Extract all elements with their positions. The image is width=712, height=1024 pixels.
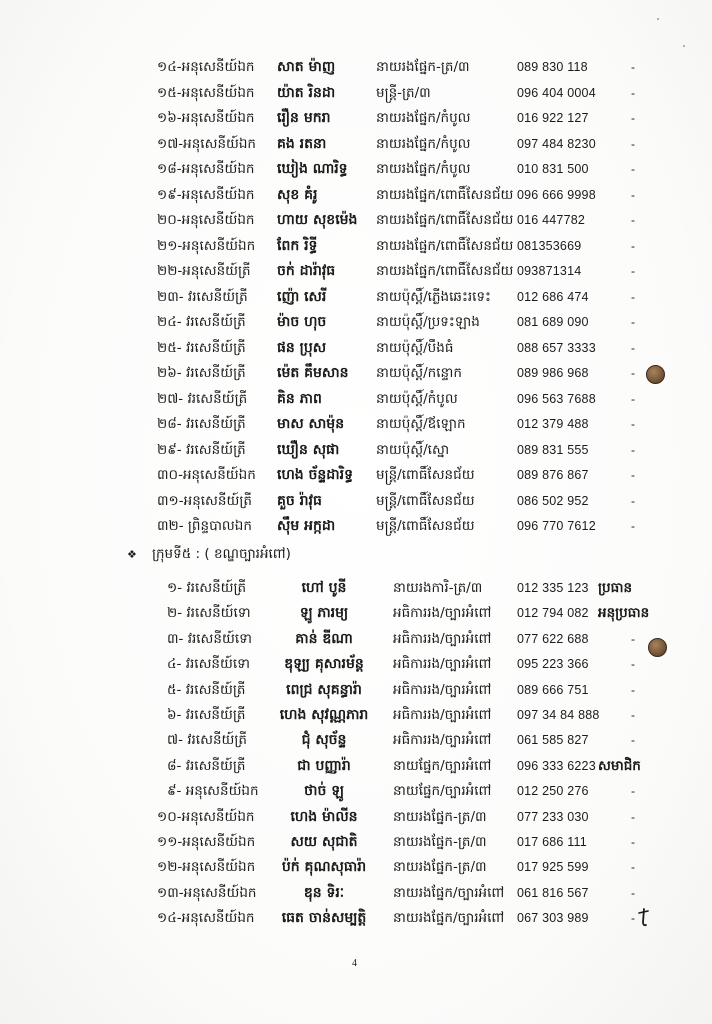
rank-cell: ១៩-អនុសេនីយ៍ឯក bbox=[157, 186, 255, 203]
personnel-row bbox=[0, 336, 712, 362]
phone-cell: 017 925 599 bbox=[517, 860, 589, 875]
personnel-row bbox=[0, 652, 712, 677]
phone-cell: 096 404 0004 bbox=[517, 85, 596, 100]
position-cell: នាយប៉ុស្តិ៍/ប្រទះឡាង bbox=[376, 314, 480, 330]
phone-cell: 067 303 989 bbox=[517, 911, 589, 926]
name-cell: ឌុន ទិរៈ bbox=[303, 884, 345, 901]
personnel-row bbox=[0, 183, 712, 209]
name-cell: ឃៀង ណារិទ្ធ bbox=[277, 161, 348, 177]
personnel-row bbox=[0, 106, 712, 132]
phone-cell: 097 484 8230 bbox=[517, 136, 596, 151]
phone-cell: 012 250 276 bbox=[517, 784, 589, 799]
role-cell: - bbox=[631, 85, 635, 100]
personnel-row bbox=[0, 779, 712, 804]
phone-cell: 012 686 474 bbox=[517, 289, 589, 304]
role-cell: - bbox=[631, 911, 635, 926]
rank-cell: ៤- វរសេនីយ៍ទោ bbox=[167, 656, 250, 673]
rank-cell: ១៣-អនុសេនីយ៍ឯក bbox=[157, 884, 257, 901]
position-cell: នាយប៉ុស្តិ៍/បឹងធំ bbox=[376, 339, 454, 356]
name-cell: គួច រ៉ាវុធ bbox=[277, 492, 322, 509]
position-cell: នាយរងផ្នែក/កំបូល bbox=[376, 110, 471, 126]
name-cell: សុខ គំរូ bbox=[277, 186, 318, 203]
name-cell: ចក់ ដារ៉ាវុធ bbox=[277, 263, 336, 279]
rank-cell: ២៤- វរសេនីយ៍ត្រី bbox=[157, 314, 246, 330]
phone-cell: 086 502 952 bbox=[517, 493, 589, 508]
scan-speck bbox=[657, 18, 659, 20]
name-cell: មាស សាម៉ុន bbox=[277, 416, 345, 432]
personnel-row bbox=[0, 514, 712, 540]
rank-cell: ១៦-អនុសេនីយ៍ឯក bbox=[157, 110, 255, 126]
name-cell: រឿន មករា bbox=[277, 110, 331, 126]
rank-cell: ៩- អនុសេនីយ៍ឯក bbox=[167, 783, 259, 800]
role-cell: សមាជិក bbox=[598, 757, 641, 774]
position-cell: អធិការរង/ច្បារអំពៅ bbox=[393, 732, 492, 749]
name-cell: ម៉េត គឹមសាន bbox=[277, 365, 349, 381]
rank-cell: ២៧- វរសេនីយ៍ត្រី bbox=[157, 390, 248, 407]
role-cell: - bbox=[631, 733, 635, 748]
role-cell: - bbox=[631, 136, 635, 151]
name-cell: ធេត ចាន់សម្បត្តិ bbox=[281, 910, 367, 927]
role-cell: ប្រធាន bbox=[598, 580, 633, 596]
phone-cell: 097 34 84 888 bbox=[517, 707, 600, 722]
phone-cell: 017 686 111 bbox=[517, 834, 587, 849]
rank-cell: ១- វរសេនីយ៍ត្រី bbox=[167, 580, 247, 596]
personnel-row bbox=[0, 412, 712, 438]
phone-cell: 061 585 827 bbox=[517, 733, 589, 748]
personnel-row bbox=[0, 259, 712, 285]
group-title: ក្រុមទី៥ : ( ខណ្ឌច្បារអំពៅ) bbox=[151, 546, 291, 562]
personnel-row bbox=[0, 703, 712, 728]
rank-cell: ២៦- វរសេនីយ៍ត្រី bbox=[157, 365, 246, 381]
punch-hole-mark bbox=[646, 365, 665, 384]
personnel-row bbox=[0, 728, 712, 753]
personnel-row bbox=[0, 627, 712, 652]
personnel-row bbox=[0, 754, 712, 779]
phone-cell: 096 770 7612 bbox=[517, 519, 596, 533]
rank-cell: ១៤-អនុសេនីយ៍ឯក bbox=[157, 910, 255, 927]
role-cell: - bbox=[631, 493, 635, 508]
role-cell: - bbox=[631, 238, 635, 253]
phone-cell: 089 830 118 bbox=[517, 60, 588, 74]
handwritten-mark-icon bbox=[637, 908, 649, 928]
rank-cell: ៣០-អនុសេនីយ៍ឯក bbox=[157, 467, 256, 483]
rank-cell: ៨- វរសេនីយ៍ត្រី bbox=[167, 757, 246, 774]
position-cell: មន្ត្រី/ពោធិ៍សែនជ័យ bbox=[376, 467, 475, 483]
role-cell: - bbox=[631, 340, 635, 355]
personnel-row bbox=[0, 285, 712, 311]
rank-cell: ២៩- វរសេនីយ៍ត្រី bbox=[157, 441, 246, 458]
role-cell: - bbox=[631, 468, 635, 482]
position-cell: នាយរងផ្នែក/ពោធិ៍សែនជ័យ bbox=[376, 186, 514, 203]
rank-cell: ១៨-អនុសេនីយ៍ឯក bbox=[157, 161, 255, 177]
name-cell: គិន ភាព bbox=[277, 390, 322, 407]
name-cell: សាត ម៉ាញ bbox=[277, 59, 336, 75]
role-cell: - bbox=[631, 315, 635, 329]
name-cell: ញ៉ោ សេរី bbox=[277, 288, 327, 305]
name-cell: យ៉ាត រិនដា bbox=[277, 84, 336, 101]
rank-cell: ១១-អនុសេនីយ៍ឯក bbox=[157, 833, 256, 850]
position-cell: នាយរងផ្នែក-ត្រ/៣ bbox=[393, 808, 487, 825]
role-cell: - bbox=[631, 264, 635, 278]
position-cell: អធិការរង/ច្បារអំពៅ bbox=[393, 605, 492, 622]
position-cell: នាយរងផ្នែក/ពោធិ៍សែនជ័យ bbox=[376, 263, 514, 279]
scan-speck bbox=[683, 45, 685, 47]
phone-cell: 061 816 567 bbox=[517, 885, 589, 900]
personnel-row bbox=[0, 855, 712, 880]
role-cell: អនុប្រធាន bbox=[598, 605, 650, 622]
personnel-row bbox=[0, 805, 712, 830]
role-cell: - bbox=[631, 162, 635, 176]
rank-cell: ១៥-អនុសេនីយ៍ឯក bbox=[157, 84, 255, 101]
role-cell: - bbox=[631, 860, 635, 875]
name-cell: ជុំ សុច័ន្ទ bbox=[301, 732, 347, 749]
rank-cell: ៣- វរសេនីយ៍ទោ bbox=[167, 630, 252, 647]
name-cell: ពែក រិទ្ធី bbox=[277, 237, 318, 254]
group-heading bbox=[127, 540, 291, 566]
name-cell: ឃឿន សុផា bbox=[277, 441, 340, 458]
punch-hole-mark bbox=[648, 638, 667, 657]
rank-cell: ២២-អនុសេនីយ៍ត្រី bbox=[157, 263, 251, 279]
role-cell: - bbox=[631, 809, 635, 824]
phone-cell: 010 831 500 bbox=[517, 162, 589, 176]
phone-cell: 077 622 688 bbox=[517, 631, 589, 646]
position-cell: នាយរងផ្នែក-ត្រ/៣ bbox=[393, 833, 487, 850]
phone-cell: 096 333 6223 bbox=[517, 758, 596, 773]
personnel-row bbox=[0, 830, 712, 855]
phone-cell: 096 563 7688 bbox=[517, 391, 596, 406]
position-cell: នាយប៉ុស្តិ៍/ឪឡោក bbox=[376, 416, 466, 432]
role-cell: - bbox=[631, 289, 635, 304]
phone-cell: 093871314 bbox=[517, 264, 582, 278]
name-cell: ឡូ ភារម្យ bbox=[299, 605, 349, 622]
phone-cell: 089 986 968 bbox=[517, 366, 589, 380]
role-cell: - bbox=[631, 682, 635, 697]
position-cell: នាយប៉ុស្តិ៍/ស្នោ bbox=[376, 441, 450, 458]
position-cell: នាយប៉ុស្តិ៍/ភ្លើងឆេះរទេះ bbox=[376, 288, 491, 305]
role-cell: - bbox=[631, 60, 635, 74]
role-cell: - bbox=[631, 442, 635, 457]
rank-cell: ២៣- វរសេនីយ៍ត្រី bbox=[157, 288, 248, 305]
role-cell: - bbox=[631, 834, 635, 849]
rank-cell: ៦- វរសេនីយ៍ត្រី bbox=[167, 706, 246, 723]
name-cell: ពេជ្រ សុគន្ធារ៉ា bbox=[286, 681, 362, 698]
rank-cell: ២៥- វរសេនីយ៍ត្រី bbox=[157, 339, 246, 356]
personnel-row bbox=[0, 55, 712, 81]
role-cell: - bbox=[631, 391, 635, 406]
name-cell: គាន់ ឌីណា bbox=[295, 630, 353, 647]
personnel-row bbox=[0, 361, 712, 387]
phone-cell: 012 379 488 bbox=[517, 417, 589, 431]
position-cell: នាយប៉ុស្តិ៍/កន្ទោក bbox=[376, 365, 462, 381]
phone-cell: 096 666 9998 bbox=[517, 187, 596, 202]
position-cell: នាយរងផ្នែក/កំបូល bbox=[376, 135, 471, 152]
personnel-list-group-5 bbox=[0, 576, 712, 931]
name-cell: ថាច់ ឡូ bbox=[304, 783, 344, 800]
personnel-row bbox=[0, 387, 712, 413]
rank-cell: ៣២- ព្រិន្ទបាលឯក bbox=[157, 518, 252, 534]
position-cell: នាយរងការិ-ត្រ/៣ bbox=[393, 580, 483, 596]
rank-cell: ១២-អនុសេនីយ៍ឯក bbox=[157, 859, 256, 876]
phone-cell: 089 876 867 bbox=[517, 468, 589, 482]
rank-cell: ២- វរសេនីយ៍ទោ bbox=[167, 605, 251, 622]
position-cell: អធិការរង/ច្បារអំពៅ bbox=[393, 706, 492, 723]
role-cell: - bbox=[631, 631, 635, 646]
rank-cell: ៥- វរសេនីយ៍ត្រី bbox=[167, 681, 246, 698]
name-cell: ហេង ច័ន្ទដារិទ្ធ bbox=[277, 467, 353, 483]
position-cell: មន្ត្រី-ត្រ/៣ bbox=[376, 84, 431, 101]
phone-cell: 081353669 bbox=[517, 238, 582, 253]
phone-cell: 016 447782 bbox=[517, 213, 586, 227]
rank-cell: ៣១-អនុសេនីយ៍ត្រី bbox=[157, 492, 252, 509]
role-cell: - bbox=[631, 187, 635, 202]
name-cell: ហៅ បូនី bbox=[301, 580, 347, 596]
position-cell: អធិការរង/ច្បារអំពៅ bbox=[393, 681, 492, 698]
phone-cell: 089 666 751 bbox=[517, 682, 589, 697]
phone-cell: 095 223 366 bbox=[517, 657, 589, 672]
rank-cell: ១៤-អនុសេនីយ៍ឯក bbox=[157, 59, 255, 75]
position-cell: នាយរងផ្នែក/ពោធិ៍សែនជ័យ bbox=[376, 237, 514, 254]
personnel-row bbox=[0, 438, 712, 464]
name-cell: ឌុឡ្យ គុសារម័ន្ត bbox=[284, 656, 364, 673]
rank-cell: ២១-អនុសេនីយ៍ឯក bbox=[157, 237, 256, 254]
name-cell: ស៊ឹម អក្កដា bbox=[277, 518, 336, 534]
phone-cell: 012 335 123 bbox=[517, 581, 589, 595]
rank-cell: ៧- វរសេនីយ៍ត្រី bbox=[167, 732, 247, 749]
personnel-row bbox=[0, 81, 712, 107]
position-cell: នាយរងផ្នែក/ច្បារអំពៅ bbox=[393, 910, 505, 927]
name-cell: សយ សុជាតិ bbox=[290, 833, 358, 850]
position-cell: នាយផ្នែក/ច្បារអំពៅ bbox=[393, 757, 492, 774]
name-cell: គង រតនា bbox=[277, 135, 327, 152]
phone-cell: 012 794 082 bbox=[517, 606, 589, 621]
name-cell: ហាយ សុខម៉េង bbox=[277, 212, 358, 228]
personnel-row bbox=[0, 310, 712, 336]
role-cell: - bbox=[631, 784, 635, 799]
rank-cell: ២០-អនុសេនីយ៍ឯក bbox=[157, 212, 255, 228]
role-cell: - bbox=[631, 213, 635, 227]
position-cell: មន្ត្រី/ពោធិ៍សែនជ័យ bbox=[376, 518, 475, 534]
role-cell: - bbox=[631, 417, 635, 431]
name-cell: ហេង សុវណ្ណភារា bbox=[279, 706, 369, 723]
position-cell: នាយរងផ្នែក/កំបូល bbox=[376, 161, 471, 177]
name-cell: ម៉ាច ហុច bbox=[277, 314, 327, 330]
phone-cell: 088 657 3333 bbox=[517, 340, 596, 355]
personnel-row bbox=[0, 601, 712, 626]
personnel-row bbox=[0, 234, 712, 260]
phone-cell: 089 831 555 bbox=[517, 442, 589, 457]
role-cell: - bbox=[631, 657, 635, 672]
personnel-row bbox=[0, 132, 712, 158]
phone-cell: 077 233 030 bbox=[517, 809, 589, 824]
name-cell: ប៉ក់ គុណសុធារ៉ា bbox=[281, 859, 367, 876]
personnel-row bbox=[0, 906, 712, 931]
personnel-row bbox=[0, 208, 712, 234]
page-number: 4 bbox=[352, 958, 357, 969]
role-cell: - bbox=[631, 707, 635, 722]
role-cell: - bbox=[631, 885, 635, 900]
personnel-row bbox=[0, 489, 712, 515]
diamond-bullet-icon: ❖ bbox=[127, 548, 137, 561]
role-cell: - bbox=[631, 366, 635, 380]
position-cell: នាយផ្នែក/ច្បារអំពៅ bbox=[393, 783, 492, 800]
personnel-list-continued bbox=[0, 55, 712, 540]
position-cell: អធិការរង/ច្បារអំពៅ bbox=[393, 656, 492, 673]
personnel-row bbox=[0, 576, 712, 601]
position-cell: មន្ត្រី/ពោធិ៍សែនជ័យ bbox=[376, 492, 475, 509]
rank-cell: ១៧-អនុសេនីយ៍ឯក bbox=[157, 135, 257, 152]
rank-cell: ២៨- វរសេនីយ៍ត្រី bbox=[157, 416, 246, 432]
personnel-row bbox=[0, 881, 712, 906]
position-cell: នាយរងផ្នែក-ត្រ/៣ bbox=[393, 859, 487, 876]
personnel-row bbox=[0, 463, 712, 489]
position-cell: នាយរងផ្នែក-ត្រ/៣ bbox=[376, 59, 470, 75]
name-cell: ហេង ម៉ាលីន bbox=[290, 808, 358, 825]
role-cell: - bbox=[631, 111, 635, 125]
name-cell: ជា បញ្ញារ៉ា bbox=[297, 757, 351, 774]
position-cell: នាយប៉ុស្តិ៍/កំបូល bbox=[376, 390, 458, 407]
personnel-row bbox=[0, 157, 712, 183]
phone-cell: 016 922 127 bbox=[517, 111, 589, 125]
phone-cell: 081 689 090 bbox=[517, 315, 589, 329]
position-cell: នាយរងផ្នែក/ច្បារអំពៅ bbox=[393, 884, 505, 901]
position-cell: អធិការរង/ច្បារអំពៅ bbox=[393, 630, 492, 647]
role-cell: - bbox=[631, 519, 635, 533]
rank-cell: ១០-អនុសេនីយ៍ឯក bbox=[157, 808, 255, 825]
position-cell: នាយរងផ្នែក/ពោធិ៍សែនជ័យ bbox=[376, 212, 514, 228]
personnel-row bbox=[0, 678, 712, 703]
name-cell: ផន ប្រុស bbox=[277, 339, 327, 356]
